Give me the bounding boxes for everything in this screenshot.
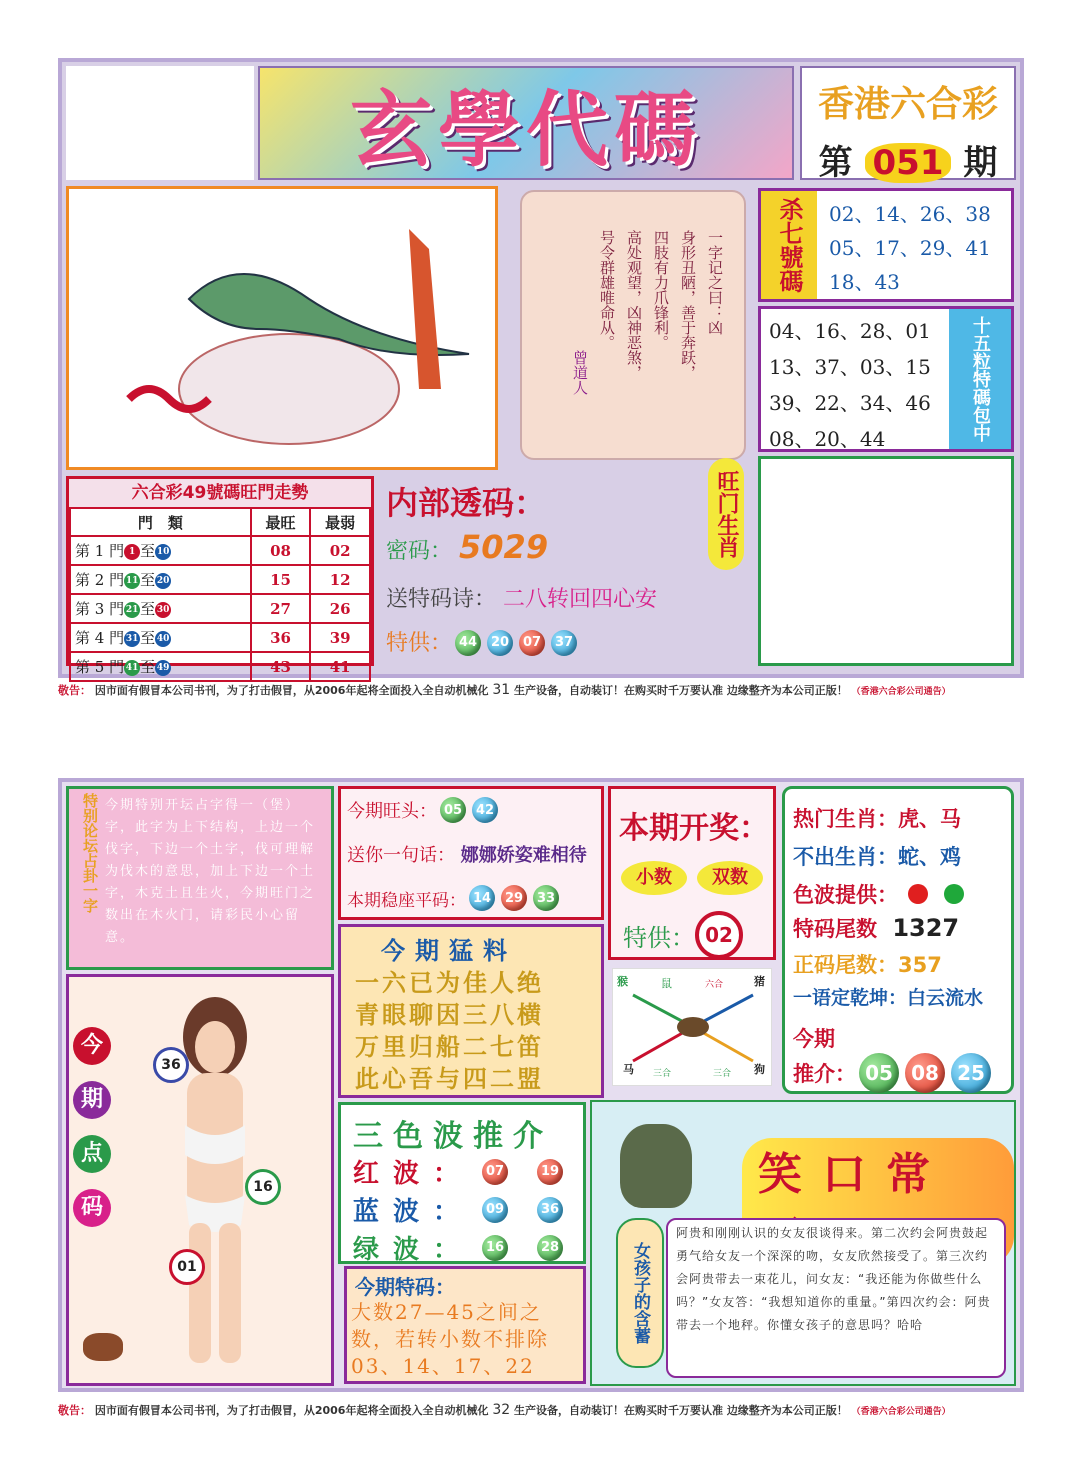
- wave-green-ball-1: 16: [482, 1235, 508, 1261]
- zodiac-arrows: [613, 969, 773, 1087]
- wave-title: 三色波推介: [353, 1119, 553, 1154]
- lizard-illustration: [69, 189, 495, 467]
- absent-line: [793, 841, 961, 871]
- door-to-ball: 40: [155, 631, 171, 647]
- hot-line: [793, 803, 961, 833]
- point-picture-panel: [66, 974, 334, 1386]
- fifteen-number-lines: [769, 313, 931, 457]
- poem-text: 二八转回四心安: [503, 587, 658, 612]
- door-to-ball: 10: [155, 544, 171, 560]
- zodiac-tr: 猪: [754, 975, 765, 988]
- door-cell-min: 02: [310, 536, 370, 565]
- ztail-value: 357: [898, 953, 942, 977]
- flat-label: 本期稳座平码：: [347, 890, 466, 911]
- kill-line-3: 18、43: [829, 270, 900, 294]
- door-cell-label: [70, 652, 251, 681]
- fifteen-line-4: 08、20、44: [769, 427, 886, 451]
- door-cell-max: 27: [251, 594, 311, 623]
- wave-blue-ball-1: 09: [482, 1197, 508, 1223]
- door-to-word: 至: [140, 542, 156, 560]
- wave-blue-label: 蓝波：: [353, 1197, 474, 1227]
- door-to-ball: 30: [155, 602, 171, 618]
- inside-title: 内部透码：: [386, 484, 547, 522]
- door-from-ball: 31: [124, 631, 140, 647]
- draw-tag-1: 小数: [621, 861, 687, 895]
- wangtou-balls: [437, 797, 501, 823]
- model-silhouette: [69, 977, 331, 1383]
- kill-numbers-panel: [758, 188, 1014, 302]
- rec-line: [793, 1053, 994, 1093]
- meng-panel: [338, 924, 604, 1098]
- door-to-word: 至: [140, 600, 156, 618]
- number-ball: 33: [533, 885, 559, 911]
- wave-green-label: 绿波：: [353, 1235, 474, 1265]
- door-cell-min: 26: [310, 594, 370, 623]
- bottom-footer-page: 32: [492, 1402, 511, 1418]
- draw-tag-2: 双数: [697, 861, 763, 895]
- laugh-side: 女孩子的含蓄: [616, 1218, 664, 1368]
- kill-line-1: 02、14、26、38: [829, 202, 991, 226]
- door-header-type: 門 類: [70, 508, 251, 536]
- number-ball: 20: [487, 630, 513, 656]
- lizard-picture-panel: [66, 186, 498, 470]
- door-label: 第 3 門: [75, 600, 125, 618]
- altar-side: 特别论坛占卦一字: [81, 793, 99, 913]
- saying-label: 送你一句话：: [347, 845, 455, 866]
- fifteen-label: 十五粒特碼包中: [949, 309, 1011, 449]
- hot-label: 热门生肖：: [793, 807, 898, 831]
- door-cell-label: [70, 594, 251, 623]
- issue-number: 051: [865, 143, 952, 183]
- door-row: [70, 652, 370, 681]
- point-ball-2: 16: [245, 1169, 281, 1205]
- wave-red-line: [353, 1153, 566, 1190]
- door-to-word: 至: [140, 658, 156, 676]
- zodiac-br: 狗: [754, 1063, 765, 1076]
- door-cell-max: 43: [251, 652, 311, 681]
- saying-text: 娜娜娇姿难相待: [460, 845, 587, 866]
- number-ball: 42: [472, 797, 498, 823]
- hot-value: 虎、马: [898, 807, 961, 831]
- bottom-footer-text2: 生产设备，自动装订！在购买时千万要认准 边缘整齐为本公司正版！: [513, 1404, 848, 1417]
- door-row: [70, 565, 370, 594]
- inside-code-area: [380, 470, 750, 666]
- draw-title: 本期开奖：: [619, 811, 769, 846]
- door-cell-max: 36: [251, 623, 311, 652]
- tema-text: 大数27—45之间之数，若转小数不排除03、14、17、22: [351, 1300, 549, 1378]
- bottom-footer-text: 因市面有假冒本公司书刊，为了打击假冒，从2006年起将全面投入全自动机械化: [94, 1404, 489, 1417]
- fifteen-line-3: 39、22、34、46: [769, 391, 931, 415]
- draw-panel: [608, 786, 776, 960]
- number-ball: 29: [501, 885, 527, 911]
- tail-label: 特码尾数: [793, 917, 877, 941]
- poem-label: 送特码诗：: [386, 587, 497, 612]
- code-value: 5029: [459, 528, 549, 566]
- meng-line-4: 此心吾与四二盟: [355, 1065, 544, 1093]
- brand-box: [800, 66, 1016, 183]
- hot-panel: [782, 786, 1014, 1094]
- zodiac-tl: 猴: [617, 975, 628, 988]
- bottom-footer: [58, 1402, 1028, 1418]
- top-footer-label: 敬告：: [58, 684, 91, 697]
- zodiac-bm2: 三合: [713, 1069, 732, 1079]
- title-banner: [258, 66, 794, 180]
- rec-label-1: 今期: [793, 1027, 835, 1051]
- kill-line-2: 05、17、29、41: [829, 236, 991, 260]
- laugh-panel: [590, 1100, 1016, 1386]
- number-ball: 25: [951, 1053, 991, 1093]
- kill-number-lines: [829, 197, 991, 299]
- door-row: [70, 594, 370, 623]
- meng-title: 今期猛料: [381, 937, 517, 965]
- point-ball-1: 36: [153, 1047, 189, 1083]
- door-cell-max: 08: [251, 536, 311, 565]
- door-cell-label: [70, 536, 251, 565]
- fifteen-numbers-panel: [758, 306, 1014, 452]
- number-ball: 14: [469, 885, 495, 911]
- zodiac-diagram: [612, 968, 772, 1086]
- wave-blue-ball-2: 36: [537, 1197, 563, 1223]
- wave-provide-label: 色波提供：: [793, 883, 898, 907]
- zodiac-tm2: 六合: [705, 980, 724, 990]
- number-ball: 37: [551, 630, 577, 656]
- absent-label: 不出生肖：: [793, 845, 898, 869]
- wangtou-panel: [338, 786, 604, 920]
- issue-suffix: 期: [963, 143, 998, 183]
- issue-line: [802, 135, 1014, 184]
- rec-balls: [856, 1053, 994, 1093]
- wangtou-label: 今期旺头：: [347, 801, 437, 822]
- bottom-footer-note: （香港六合彩公司通告）: [851, 1407, 951, 1417]
- door-from-ball: 1: [124, 544, 140, 560]
- door-to-word: 至: [140, 571, 156, 589]
- riddle-scroll: [520, 190, 746, 460]
- wave-provide-line: [793, 879, 964, 909]
- door-table-panel: [66, 476, 374, 676]
- altar-panel: [66, 786, 334, 970]
- red-dot-icon: [908, 884, 928, 904]
- point-label-char: 码: [73, 1189, 111, 1227]
- poem-line: [386, 582, 657, 613]
- door-to-ball: 20: [155, 573, 171, 589]
- tail-value: 1327: [892, 914, 960, 942]
- ztail-label: 正码尾数：: [793, 953, 898, 977]
- absent-value: 蛇、鸡: [898, 845, 961, 869]
- top-footer-page: 31: [492, 682, 511, 698]
- meng-line-2: 青眼聊因三八横: [355, 1001, 544, 1029]
- door-label: 第 4 門: [75, 629, 125, 647]
- money-bag-icon: [620, 1124, 692, 1208]
- number-ball: 05: [440, 797, 466, 823]
- door-from-ball: 21: [124, 602, 140, 618]
- rec-label-2: 推介：: [793, 1062, 856, 1086]
- issue-prefix: 第: [818, 143, 853, 183]
- door-header-max: 最旺: [251, 508, 311, 536]
- main-title: 玄學代碼: [349, 81, 702, 178]
- code-label: 密码：: [386, 539, 453, 564]
- wangtou-line: [347, 797, 501, 823]
- riddle-line-5: 号令群雄唯命从。: [598, 230, 616, 350]
- wave-red-ball-2: 19: [537, 1159, 563, 1185]
- point-label-char: 点: [73, 1135, 111, 1173]
- number-ball: 07: [519, 630, 545, 656]
- number-ball: 44: [455, 630, 481, 656]
- point-label-char: 今: [73, 1027, 111, 1065]
- door-label: 第 1 門: [75, 542, 125, 560]
- point-label-char: 期: [73, 1081, 111, 1119]
- wave-red-ball-1: 07: [482, 1159, 508, 1185]
- riddle-line-4: 高处观望，凶神恶煞，: [625, 230, 643, 380]
- yiyu-value: 白云流水: [907, 987, 984, 1009]
- point-ball-3: 01: [169, 1249, 205, 1285]
- code-line: [386, 528, 548, 566]
- wave-panel: [338, 1102, 586, 1264]
- number-ball: 08: [905, 1053, 945, 1093]
- special-line: [386, 626, 580, 657]
- green-dot-icon: [944, 884, 964, 904]
- special-label: 特供：: [386, 631, 453, 656]
- meng-line-1: 一六已为佳人绝: [355, 969, 544, 997]
- yiyu-line: [793, 983, 983, 1010]
- wave-blue-line: [353, 1191, 566, 1228]
- top-footer-text2: 生产设备，自动装订！在购买时千万要认准 边缘整齐为本公司正版！: [513, 684, 848, 697]
- zodiac-bl: 马: [623, 1063, 634, 1076]
- door-row: [70, 536, 370, 565]
- brand-name: 香港六合彩: [817, 83, 998, 125]
- fifteen-line-1: 04、16、28、01: [769, 319, 931, 343]
- door-cell-min: 39: [310, 623, 370, 652]
- wave-red-label: 红波：: [353, 1159, 474, 1189]
- wangmen-label: 旺门生肖: [708, 458, 744, 570]
- flat-balls: [466, 885, 562, 911]
- riddle-text: [570, 230, 726, 440]
- blank-right-panel: [758, 456, 1014, 666]
- door-header-min: 最弱: [310, 508, 370, 536]
- riddle-line-2: 身形丑陋，善于奔跃，: [679, 230, 697, 380]
- saying-line: [347, 841, 587, 867]
- door-from-ball: 41: [124, 660, 140, 676]
- laugh-title: 笑口常: [742, 1138, 1014, 1266]
- bottom-footer-label: 敬告：: [58, 1404, 91, 1417]
- meng-lines: [355, 967, 544, 1095]
- draw-special-ball: 02: [695, 911, 743, 959]
- door-cell-label: [70, 565, 251, 594]
- tema-title: 今期特码：: [355, 1275, 455, 1299]
- number-ball: 05: [859, 1053, 899, 1093]
- door-from-ball: 11: [124, 573, 140, 589]
- door-table-title: 六合彩49號碼旺門走勢: [69, 479, 371, 507]
- wave-green-ball-2: 28: [537, 1235, 563, 1261]
- door-cell-label: [70, 623, 251, 652]
- fifteen-line-2: 13、37、03、15: [769, 355, 931, 379]
- kill-label: 杀七號碼: [761, 191, 817, 299]
- top-footer-note: （香港六合彩公司通告）: [851, 687, 951, 697]
- zodiac-bm: 三合: [653, 1069, 672, 1079]
- riddle-line-3: 四肢有力爪锋利。: [652, 230, 670, 350]
- yiyu-label: 一语定乾坤：: [793, 987, 908, 1009]
- top-footer-text: 因市面有假冒本公司书刊，为了打击假冒，从2006年起将全面投入全自动机械化: [94, 684, 489, 697]
- riddle-author: 曾道人: [571, 350, 589, 395]
- ztail-line: [793, 949, 942, 979]
- door-label: 第 5 門: [75, 658, 125, 676]
- draw-special-label: 特供：: [623, 923, 695, 952]
- riddle-line-1: 一字记之曰：凶: [706, 230, 724, 335]
- cow-icon: [83, 1333, 123, 1361]
- draw-special-line: [623, 911, 743, 959]
- door-row: [70, 623, 370, 652]
- meng-line-3: 万里归船二七笛: [355, 1033, 544, 1061]
- door-cell-min: 41: [310, 652, 370, 681]
- door-table: [69, 507, 371, 682]
- top-footer: [58, 682, 1028, 698]
- blank-corner: [66, 66, 254, 180]
- zodiac-tm: 鼠: [661, 977, 672, 990]
- tema-panel: [344, 1266, 586, 1384]
- door-cell-min: 12: [310, 565, 370, 594]
- door-to-word: 至: [140, 629, 156, 647]
- door-to-ball: 49: [155, 660, 171, 676]
- flat-line: [347, 885, 562, 911]
- door-label: 第 2 門: [75, 571, 125, 589]
- special-balls: [452, 627, 580, 656]
- wave-green-line: [353, 1229, 566, 1266]
- laugh-story: 阿贵和刚刚认识的女友很谈得来。第二次约会阿贵鼓起勇气给女友一个深深的吻，女友欣然接受了。第三次约会阿贵带去一束花儿，问女友：“我还能为你做些什么吗？”女友答：“我想知道你的重量。”第四次约会：阿贵带去一个地秤。你懂女孩子的意思吗？哈哈: [666, 1218, 1006, 1378]
- tail-line: [793, 913, 959, 943]
- altar-text: 今期特别开坛占字得一（堡）字，此字为上下结构，上边一个伐字，下边一个土字，伐可理解为伐木的意思，加上下边一个土字，木克土且生火，今期旺门之数出在木火门，请彩民小心留意。: [105, 798, 316, 945]
- door-cell-max: 15: [251, 565, 311, 594]
